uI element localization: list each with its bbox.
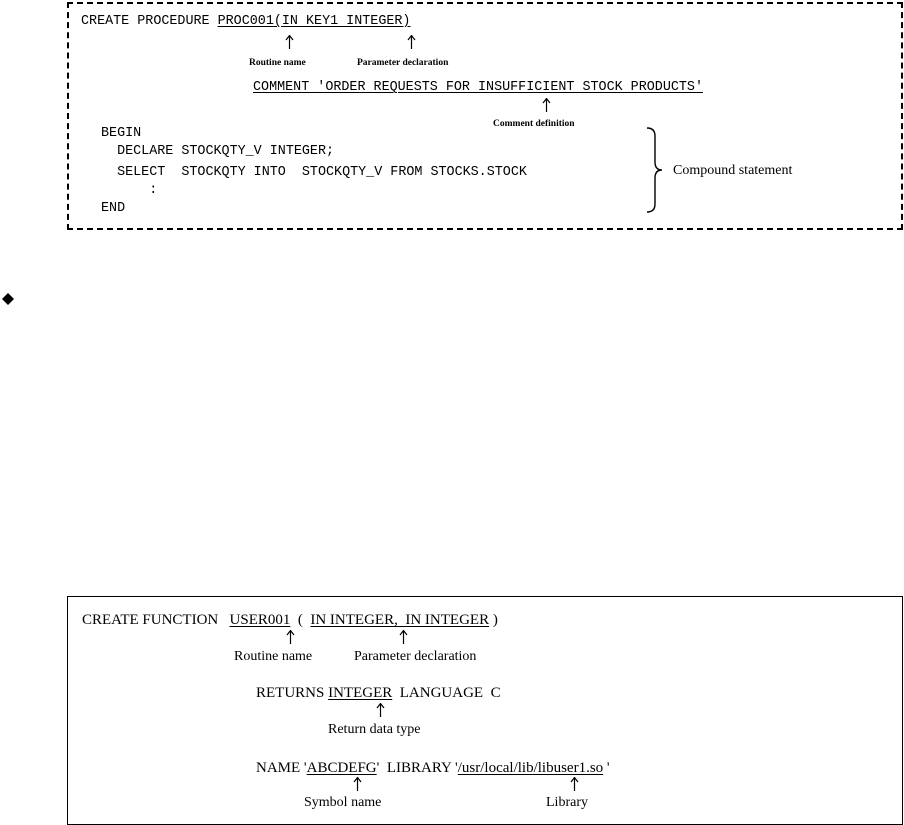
create-procedure-keyword: CREATE PROCEDURE xyxy=(81,14,218,29)
procedure-routine-name-note: Routine name xyxy=(249,58,306,68)
returns-keyword: RETURNS xyxy=(256,685,329,701)
compound-statement-brace-icon xyxy=(645,126,665,214)
routine-name-up-arrow-icon xyxy=(285,35,294,49)
library-keyword: ' LIBRARY ' xyxy=(376,760,458,776)
function-parameter-declaration: IN INTEGER, IN INTEGER xyxy=(310,612,490,628)
create-function-keyword: CREATE FUNCTION xyxy=(82,612,230,628)
symbol-name-up-arrow-icon xyxy=(353,777,362,791)
symbol-name-note: Symbol name xyxy=(304,795,382,810)
compound-line-select: SELECT STOCKQTY INTO STOCKQTY_V FROM STOCKS.STOCK xyxy=(101,165,527,180)
return-data-type-note: Return data type xyxy=(328,722,421,737)
function-parameter-declaration-up-arrow-icon xyxy=(399,630,408,644)
function-routine-name: USER001 xyxy=(229,612,291,628)
library-path-value: /usr/local/lib/libuser1.so xyxy=(457,760,604,776)
function-parameter-declaration-note: Parameter declaration xyxy=(354,649,477,664)
return-data-type: INTEGER xyxy=(328,685,393,701)
bullet-diamond-icon xyxy=(1,293,15,305)
compound-line-begin: BEGIN xyxy=(101,126,142,141)
library-up-arrow-icon xyxy=(570,777,579,791)
parameter-declaration-up-arrow-icon xyxy=(407,35,416,49)
procedure-routine-name: PROC001 xyxy=(217,14,274,29)
comment-definition-up-arrow-icon xyxy=(542,98,551,112)
procedure-line-1 xyxy=(81,14,410,30)
compound-line-declare: DECLARE STOCKQTY_V INTEGER; xyxy=(101,144,335,159)
create-procedure-example-box xyxy=(67,2,903,230)
procedure-parameter-declaration: (IN KEY1 INTEGER) xyxy=(273,14,411,29)
name-line-end-quote: ' xyxy=(603,760,610,776)
compound-line-end: END xyxy=(101,201,126,216)
procedure-parameter-declaration-note: Parameter declaration xyxy=(357,58,449,68)
language-clause: LANGUAGE C xyxy=(392,685,501,701)
returns-line xyxy=(256,684,501,702)
function-routine-name-up-arrow-icon xyxy=(286,630,295,644)
compound-statement-note: Compound statement xyxy=(673,163,793,178)
create-function-example-box xyxy=(67,596,903,825)
name-keyword: NAME ' xyxy=(256,760,307,776)
function-close-paren: ) xyxy=(489,612,498,628)
comment-clause: COMMENT 'ORDER REQUESTS FOR INSUFFICIENT STOCK PRODUCTS' xyxy=(253,80,703,95)
return-data-type-up-arrow-icon xyxy=(376,703,385,717)
function-routine-name-note: Routine name xyxy=(234,649,313,664)
compound-line-ellipsis: : xyxy=(101,183,158,198)
symbol-name-value: ABCDEFG xyxy=(306,760,377,776)
function-line-1 xyxy=(82,611,498,629)
comment-definition-note: Comment definition xyxy=(493,119,575,129)
library-note: Library xyxy=(546,795,588,810)
name-library-line xyxy=(256,759,610,777)
function-open-paren: ( xyxy=(290,612,311,628)
